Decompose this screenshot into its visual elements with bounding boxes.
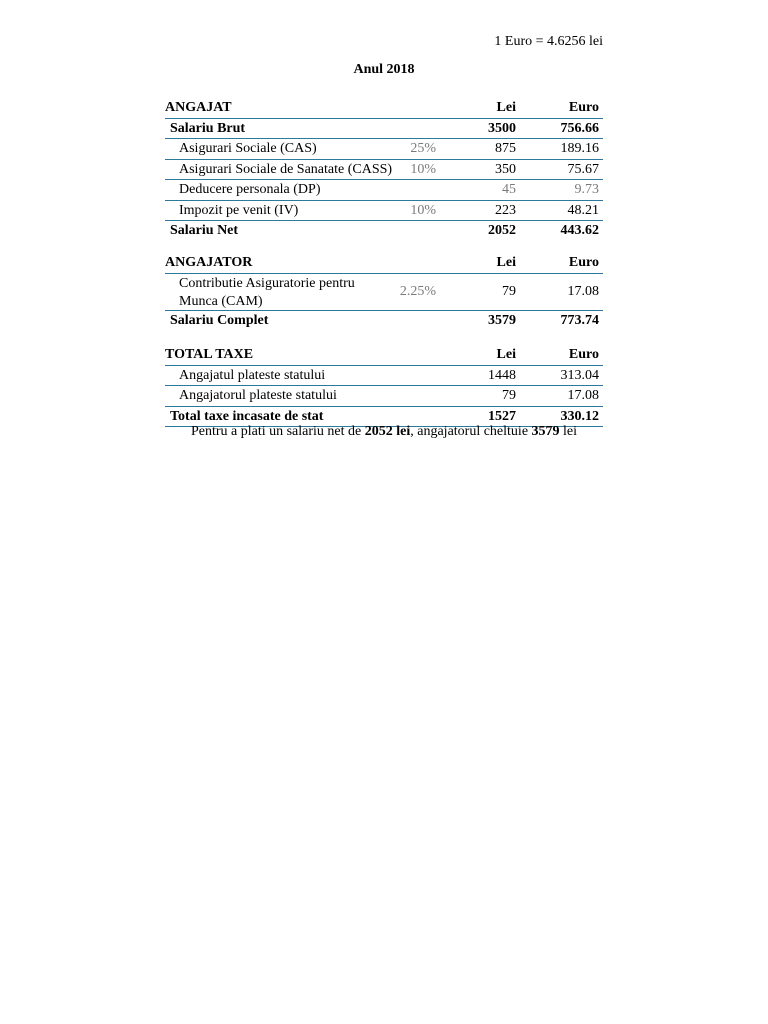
angajat-table	[165, 98, 603, 241]
total-taxe-lei: 1527	[488, 408, 516, 424]
angajator-plateste-label: Angajatorul plateste statului	[179, 388, 337, 403]
iv-label: Impozit pe venit (IV)	[179, 202, 299, 218]
angajator-table	[165, 253, 603, 330]
cas-label: Asigurari Sociale (CAS)	[179, 141, 317, 156]
iv-lei: 223	[495, 202, 516, 218]
iv-row	[165, 201, 603, 222]
cam-lei: 79	[502, 283, 516, 299]
dp-euro: 9.73	[574, 182, 599, 197]
salariu-brut-euro: 756.66	[560, 120, 599, 136]
dp-label: Deducere personala (DP)	[179, 182, 321, 197]
summary-net-amount: 2052 lei	[364, 424, 411, 439]
salariu-complet-euro: 773.74	[560, 312, 599, 328]
cas-percent: 25%	[410, 141, 436, 156]
total-taxe-header-row	[165, 345, 603, 366]
euro-column-header: Euro	[568, 255, 599, 270]
angajat-header-label: ANGAJAT	[165, 100, 232, 115]
exchange-rate: 1 Euro = 4.6256 lei	[494, 34, 603, 49]
iv-euro: 48.21	[567, 202, 599, 218]
lei-column-header: Lei	[496, 255, 516, 270]
angajat-header-row	[165, 98, 603, 119]
dp-lei: 45	[502, 182, 516, 197]
angajator-header-row	[165, 253, 603, 274]
angajat-plateste-euro: 313.04	[560, 367, 599, 383]
salariu-net-row	[165, 221, 603, 241]
cass-euro: 75.67	[567, 161, 599, 177]
summary-part1: Pentru a plati un salariu net de	[190, 424, 365, 439]
lei-column-header: Lei	[496, 100, 516, 115]
angajator-plateste-row	[165, 386, 603, 407]
summary-part2: , angajatorul cheltuie	[410, 424, 532, 439]
salariu-net-euro: 443.62	[560, 223, 599, 238]
cas-lei: 875	[495, 141, 516, 156]
cass-row	[165, 160, 603, 181]
salariu-brut-row	[165, 119, 603, 140]
summary-part3: lei	[559, 424, 578, 439]
total-taxe-label: Total taxe incasate de stat	[170, 408, 324, 424]
cam-label-line1: Contributie Asiguratorie pentru	[179, 275, 355, 291]
salariu-brut-label: Salariu Brut	[170, 120, 246, 136]
salariu-complet-row	[165, 311, 603, 331]
cas-row	[165, 139, 603, 160]
dp-row	[165, 180, 603, 201]
cam-label	[179, 275, 355, 311]
angajator-plateste-lei: 79	[502, 388, 516, 403]
cass-percent: 10%	[410, 161, 436, 177]
summary-total-amount: 3579	[531, 424, 560, 439]
euro-column-header: Euro	[568, 347, 599, 362]
total-taxe-header-label: TOTAL TAXE	[165, 347, 254, 362]
angajator-header-label: ANGAJATOR	[165, 255, 253, 270]
angajat-plateste-lei: 1448	[488, 367, 516, 383]
total-taxe-table	[165, 345, 603, 427]
page-title: Anul 2018	[353, 62, 415, 77]
cas-euro: 189.16	[560, 141, 599, 156]
cam-euro: 17.08	[567, 283, 599, 299]
summary-sentence	[165, 424, 603, 440]
salariu-net-label: Salariu Net	[170, 223, 239, 238]
salariu-brut-lei: 3500	[488, 120, 516, 136]
salariu-net-lei: 2052	[488, 223, 516, 238]
cam-label-line2: Munca (CAM)	[179, 293, 263, 309]
angajator-plateste-euro: 17.08	[567, 388, 599, 403]
euro-column-header: Euro	[568, 100, 599, 115]
salariu-complet-label: Salariu Complet	[170, 312, 269, 328]
cam-percent: 2.25%	[399, 283, 436, 299]
iv-percent: 10%	[410, 202, 436, 218]
angajat-plateste-label: Angajatul plateste statului	[179, 367, 326, 383]
cam-row	[165, 274, 603, 311]
total-taxe-euro: 330.12	[560, 408, 599, 424]
lei-column-header: Lei	[496, 347, 516, 362]
salariu-complet-lei: 3579	[488, 312, 516, 328]
cass-lei: 350	[495, 161, 516, 177]
angajat-plateste-row	[165, 366, 603, 387]
cass-label: Asigurari Sociale de Sanatate (CASS)	[179, 161, 393, 177]
